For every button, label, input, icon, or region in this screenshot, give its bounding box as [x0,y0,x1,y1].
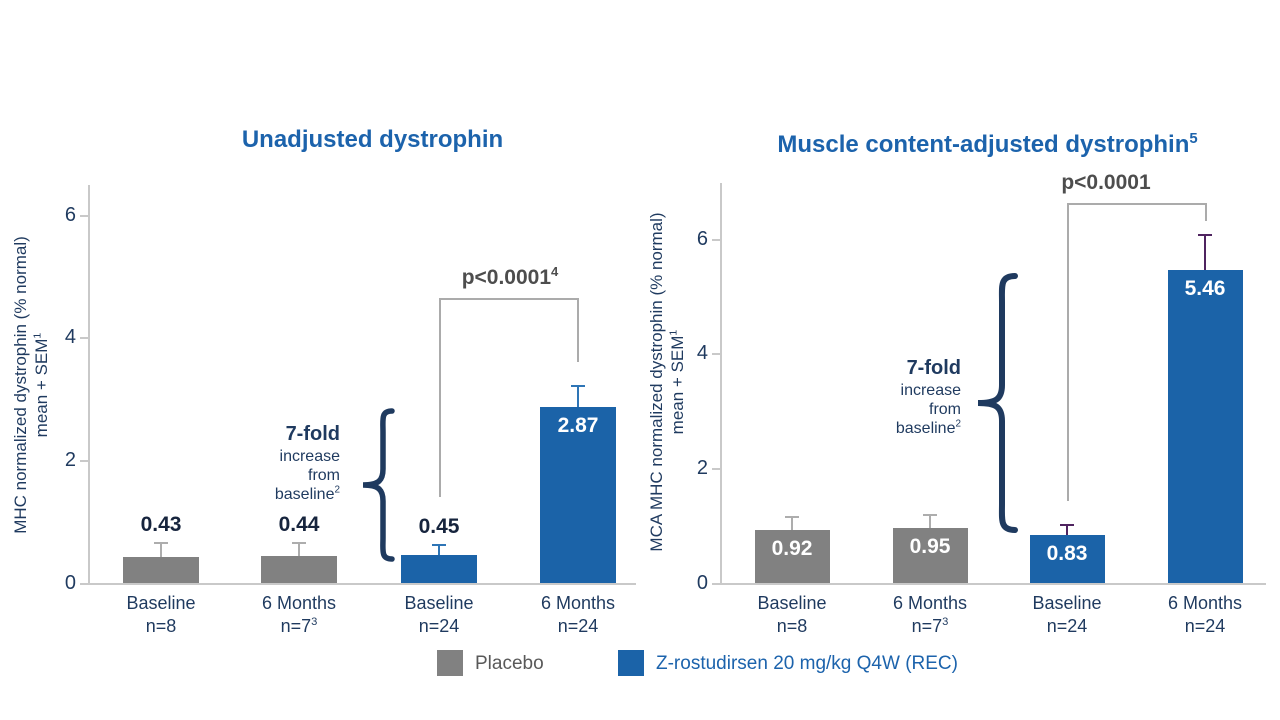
fold-headline: 7-fold [285,423,340,445]
x-category-line1: Baseline [757,593,827,613]
curly-brace-icon [354,407,396,563]
significance-bracket-left-leg [1067,203,1069,501]
x-category-line1: Baseline [126,593,196,613]
y-tick-label: 4 [64,326,76,349]
legend-label-drug: Z-rostudirsen 20 mg/kg Q4W (REC) [656,653,958,674]
x-category-label [865,592,995,638]
error-bar-cap [785,516,799,518]
fold-line: increase [900,382,961,399]
x-category-line1: 6 Months [540,593,616,613]
y-tick-mark [80,215,88,217]
x-category-label [727,592,857,638]
bar-value-label: 0.45 [418,514,460,538]
y-tick-mark [712,583,720,585]
p-value-label-right: p<0.0001 [1061,171,1151,194]
error-bar-stem [1066,526,1068,535]
x-category-line2: $n=7^3$ [911,616,949,636]
chart-title-muscle-adjusted [755,131,1220,159]
bar [401,555,477,583]
significance-bracket-right-leg [577,298,579,362]
chart-title-text: Unadjusted dystrophin [241,126,504,153]
x-category-label [234,592,364,638]
y-axis-line [88,185,90,585]
bar-value-label: 0.95 [909,535,951,559]
error-bar-cap [292,542,306,544]
error-bar-stem [160,544,162,556]
y-tick-mark [80,460,88,462]
y-axis-label-line2: mean + $SEM^1$ [667,329,687,435]
x-category-line2: n=8 [776,616,808,636]
x-category-label [513,592,643,638]
y-tick-label: 2 [696,457,708,480]
bar-value-label: 2.87 [557,413,599,437]
fold-line: from [308,467,340,484]
significance-bracket-right-leg [1205,203,1207,221]
chart-title-text: Muscle content-adjusted dystrophin [777,131,1190,158]
bar-value-label: 0.43 [140,513,182,537]
fold-line: from [929,401,961,418]
x-category-line1: 6 Months [892,593,968,613]
legend-swatch-drug [618,650,644,676]
x-axis-line [720,583,1266,585]
x-category-label [1002,592,1132,638]
fold-line: baseline$^2$ [895,418,961,437]
bar [261,556,337,583]
significance-bracket-top [1067,203,1206,205]
error-bar-cap [1198,234,1212,236]
legend-swatch-placebo [437,650,463,676]
curly-brace-icon [966,272,1020,534]
error-bar-cap [1060,524,1074,526]
y-tick-mark [80,337,88,339]
error-bar-cap [432,544,446,546]
bar [123,557,199,583]
y-tick-label: 0 [64,572,76,594]
chart-title-unadjusted [175,126,570,154]
error-bar-stem [791,518,793,530]
x-category-line2: n=8 [145,616,177,636]
significance-bracket-left-leg [439,298,441,497]
x-category-label [1140,592,1270,638]
fold-headline: 7-fold [906,357,961,379]
y-tick-mark [80,583,88,585]
y-tick-label: 0 [696,572,708,594]
fold-annotation-right [801,355,961,438]
error-bar-stem [1204,236,1206,270]
y-axis-label-line2: mean + $SEM^1$ [31,332,51,438]
y-axis-line [720,183,722,585]
significance-bracket-top [439,298,578,300]
error-bar-stem [929,516,931,528]
x-category-line2: n=24 [418,616,460,636]
legend-label-placebo: Placebo [475,653,544,674]
x-category-label [96,592,226,638]
x-category-line1: 6 Months [1167,593,1243,613]
x-category-label [374,592,504,638]
x-category-line1: Baseline [1032,593,1102,613]
y-tick-mark [712,468,720,470]
y-axis-label-left [10,170,54,600]
bar [1168,270,1243,583]
x-axis-line [88,583,636,585]
chart-title-superscript: 5 [1189,131,1198,147]
y-tick-label: 6 [696,227,708,250]
error-bar-stem [298,544,300,556]
bar-value-label: 0.92 [771,537,813,561]
bar-value-label: 5.46 [1184,276,1226,300]
error-bar-cap [923,514,937,516]
bar-value-label: 0.83 [1046,542,1088,566]
x-category-line1: 6 Months [261,593,337,613]
fold-annotation-left [180,421,340,504]
error-bar-stem [577,387,579,407]
error-bar-cap [154,542,168,544]
error-bar-stem [438,546,440,556]
x-category-line2: $n=7^3$ [280,616,318,636]
error-bar-cap [571,385,585,387]
y-axis-label-line1: MCA MHC normalized dystrophin (% normal) [647,212,666,552]
fold-line: baseline$^2$ [274,484,340,503]
x-category-line2: n=24 [1046,616,1088,636]
y-tick-label: 6 [64,203,76,226]
x-category-line2: n=24 [557,616,599,636]
fold-line: increase [279,448,340,465]
x-category-line2: n=24 [1184,616,1226,636]
y-tick-label: 2 [64,449,76,472]
y-axis-label-line1: MHC normalized dystrophin (% normal) [11,236,30,534]
y-tick-mark [712,353,720,355]
y-tick-mark [712,239,720,241]
p-value-label-left: $p<0.0001^4$ [461,264,559,289]
x-category-line1: Baseline [404,593,474,613]
y-tick-label: 4 [696,342,708,365]
bar-value-label: 0.44 [278,512,320,536]
